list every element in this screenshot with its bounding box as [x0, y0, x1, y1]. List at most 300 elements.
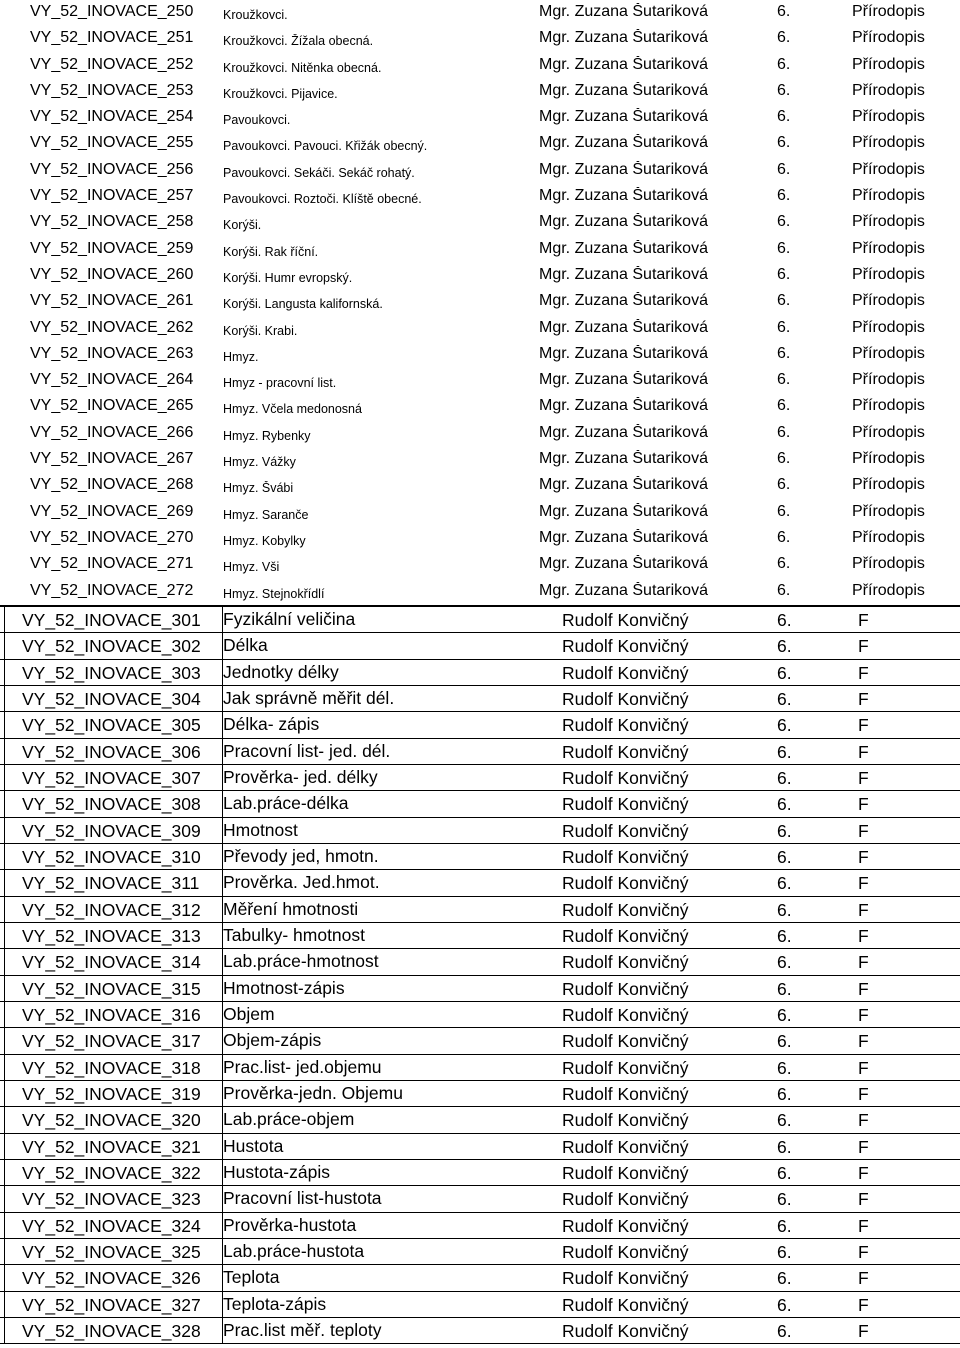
subject-cell: F: [858, 1294, 869, 1315]
author-cell: Mgr. Zuzana Šutariková: [539, 502, 708, 520]
topic-cell: Prac.list- jed.objemu: [223, 1056, 382, 1077]
grade-cell: 6.: [777, 476, 791, 494]
table-row: [0, 53, 960, 79]
subject-cell: Přírodopis: [852, 108, 925, 126]
author-cell: Rudolf Konvičný: [562, 1057, 689, 1078]
table-row: [0, 210, 960, 236]
topic-cell: Prac.list měř. teploty: [223, 1320, 382, 1341]
topic-cell: Teplota: [223, 1267, 280, 1288]
table-row: [0, 1186, 960, 1212]
subject-cell: Přírodopis: [852, 29, 925, 47]
table-row: [0, 870, 960, 896]
topic-cell: Délka: [223, 635, 268, 656]
code-cell: VY_52_INOVACE_252: [30, 55, 194, 73]
code-cell: VY_52_INOVACE_325: [22, 1242, 201, 1263]
code-cell: VY_52_INOVACE_327: [22, 1294, 201, 1315]
author-cell: Rudolf Konvičný: [562, 925, 689, 946]
table-row: [0, 686, 960, 712]
subject-cell: Přírodopis: [852, 371, 925, 389]
table-row: [0, 633, 960, 659]
grade-cell: 6.: [777, 688, 792, 709]
subject-cell: F: [858, 899, 869, 920]
table-row: [0, 500, 960, 526]
topic-cell: Lab.práce-hustota: [223, 1241, 365, 1262]
topic-cell: Pavoukovci. Sekáči. Sekáč rohatý.: [223, 165, 415, 180]
code-cell: VY_52_INOVACE_321: [22, 1136, 201, 1157]
author-cell: Rudolf Konvičný: [562, 873, 689, 894]
subject-cell: F: [858, 609, 869, 630]
topic-cell: Hmyz. Vážky: [223, 455, 296, 470]
subject-cell: F: [858, 636, 869, 657]
subject-cell: Přírodopis: [852, 397, 925, 415]
author-cell: Mgr. Zuzana Šutariková: [539, 160, 708, 178]
author-cell: Rudolf Konvičný: [562, 1268, 689, 1289]
author-cell: Mgr. Zuzana Šutariková: [539, 213, 708, 231]
table-row: [0, 712, 960, 738]
grade-cell: 6.: [777, 820, 792, 841]
grade-cell: 6.: [777, 265, 791, 283]
author-cell: Mgr. Zuzana Šutariková: [539, 318, 708, 336]
grade-cell: 6.: [777, 134, 791, 152]
code-cell: VY_52_INOVACE_319: [22, 1084, 201, 1105]
table-row: [0, 1239, 960, 1265]
author-cell: Rudolf Konvičný: [562, 978, 689, 999]
code-cell: VY_52_INOVACE_308: [22, 794, 201, 815]
topic-cell: Jak správně měřit dél.: [223, 687, 395, 708]
grade-cell: 6.: [777, 239, 791, 257]
subject-cell: Přírodopis: [852, 450, 925, 468]
code-cell: VY_52_INOVACE_301: [22, 609, 201, 630]
table-row: [0, 844, 960, 870]
author-cell: Rudolf Konvičný: [562, 741, 689, 762]
topic-cell: Převody jed, hmotn.: [223, 845, 379, 866]
author-cell: Mgr. Zuzana Šutariková: [539, 292, 708, 310]
author-cell: Rudolf Konvičný: [562, 1294, 689, 1315]
table-row: [0, 105, 960, 131]
grade-cell: 6.: [777, 528, 791, 546]
table-row: [0, 368, 960, 394]
subject-cell: F: [858, 1242, 869, 1263]
grade-cell: 6.: [777, 662, 792, 683]
table-row: [0, 660, 960, 686]
code-cell: VY_52_INOVACE_258: [30, 213, 194, 231]
table-row: [0, 473, 960, 499]
code-cell: VY_52_INOVACE_250: [30, 3, 194, 20]
grade-cell: 6.: [777, 29, 791, 47]
grade-cell: 6.: [777, 767, 792, 788]
grade-cell: 6.: [777, 423, 791, 441]
author-cell: Mgr. Zuzana Šutariková: [539, 55, 708, 73]
topic-cell: Pavoukovci. Roztoči. Klíště obecné.: [223, 192, 422, 207]
table-row: [0, 316, 960, 342]
grade-cell: 6.: [777, 1268, 792, 1289]
author-cell: Mgr. Zuzana Šutariková: [539, 371, 708, 389]
topic-cell: Lab.práce-objem: [223, 1109, 355, 1130]
code-cell: VY_52_INOVACE_316: [22, 1004, 201, 1025]
subject-cell: F: [858, 662, 869, 683]
code-cell: VY_52_INOVACE_303: [22, 662, 201, 683]
subject-cell: F: [858, 820, 869, 841]
grade-cell: 6.: [777, 292, 791, 310]
topic-cell: Délka- zápis: [223, 714, 320, 735]
grade-cell: 6.: [777, 1110, 792, 1131]
author-cell: Rudolf Konvičný: [562, 609, 689, 630]
grade-cell: 6.: [777, 397, 791, 415]
grade-cell: 6.: [777, 187, 791, 205]
table-row: [0, 1081, 960, 1107]
code-cell: VY_52_INOVACE_328: [22, 1321, 201, 1342]
code-cell: VY_52_INOVACE_309: [22, 820, 201, 841]
table-row: [0, 79, 960, 105]
code-cell: VY_52_INOVACE_251: [30, 29, 194, 47]
subject-cell: Přírodopis: [852, 55, 925, 73]
table-row: [0, 949, 960, 975]
subject-cell: Přírodopis: [852, 265, 925, 283]
grade-cell: 6.: [777, 81, 791, 99]
author-cell: Mgr. Zuzana Šutariková: [539, 29, 708, 47]
topic-cell: Korýši. Langusta kalifornská.: [223, 297, 383, 312]
code-cell: VY_52_INOVACE_272: [30, 581, 194, 599]
grade-cell: 6.: [777, 1242, 792, 1263]
table-row: [0, 1028, 960, 1054]
author-cell: Rudolf Konvičný: [562, 1084, 689, 1105]
table-row: [0, 237, 960, 263]
subject-cell: Přírodopis: [852, 476, 925, 494]
subject-cell: F: [858, 1136, 869, 1157]
author-cell: Mgr. Zuzana Šutariková: [539, 239, 708, 257]
subject-cell: F: [858, 715, 869, 736]
topic-cell: Fyzikální veličina: [223, 608, 356, 629]
subject-cell: F: [858, 1084, 869, 1105]
table-row: [0, 607, 960, 633]
topic-cell: Pracovní list-hustota: [223, 1188, 382, 1209]
table-row: [0, 263, 960, 289]
author-cell: Mgr. Zuzana Šutariková: [539, 134, 708, 152]
subject-cell: F: [858, 925, 869, 946]
code-cell: VY_52_INOVACE_313: [22, 925, 201, 946]
grade-cell: 6.: [777, 1189, 792, 1210]
code-cell: VY_52_INOVACE_255: [30, 134, 194, 152]
code-cell: VY_52_INOVACE_261: [30, 292, 194, 310]
topic-cell: Korýši.: [223, 218, 262, 233]
topic-cell: Hmyz. Sarančе: [223, 507, 309, 522]
author-cell: Rudolf Konvičný: [562, 1242, 689, 1263]
grade-cell: 6.: [777, 1294, 792, 1315]
table-row: [0, 1002, 960, 1028]
grade-cell: 6.: [777, 1084, 792, 1105]
subject-cell: Přírodopis: [852, 187, 925, 205]
table-row: [0, 976, 960, 1002]
code-cell: VY_52_INOVACE_262: [30, 318, 194, 336]
grade-cell: 6.: [777, 3, 791, 20]
grade-cell: 6.: [777, 636, 792, 657]
topic-cell: Hmyz. Včela medonosná: [223, 402, 362, 417]
topic-cell: Korýši. Rak říční.: [223, 244, 319, 259]
grade-cell: 6.: [777, 108, 791, 126]
code-cell: VY_52_INOVACE_270: [30, 528, 194, 546]
table-row: [0, 289, 960, 315]
subject-cell: Přírodopis: [852, 581, 925, 599]
code-cell: VY_52_INOVACE_257: [30, 187, 194, 205]
subject-cell: F: [858, 1110, 869, 1131]
author-cell: Rudolf Konvičný: [562, 688, 689, 709]
topic-cell: Hustota-zápis: [223, 1162, 330, 1183]
author-cell: Mgr. Zuzana Šutariková: [539, 581, 708, 599]
grade-cell: 6.: [777, 873, 792, 894]
subject-cell: F: [858, 1004, 869, 1025]
table-row: [0, 158, 960, 184]
author-cell: Rudolf Konvičný: [562, 1215, 689, 1236]
table-row: [0, 421, 960, 447]
subject-cell: Přírodopis: [852, 502, 925, 520]
author-cell: Rudolf Konvičný: [562, 1321, 689, 1342]
grade-cell: 6.: [777, 794, 792, 815]
subject-cell: F: [858, 1268, 869, 1289]
topic-cell: Hmyz. Rybenky: [223, 428, 311, 443]
code-cell: VY_52_INOVACE_259: [30, 239, 194, 257]
code-cell: VY_52_INOVACE_320: [22, 1110, 201, 1131]
subject-cell: Přírodopis: [852, 239, 925, 257]
table-row: [0, 131, 960, 157]
author-cell: Rudolf Konvičný: [562, 715, 689, 736]
author-cell: Mgr. Zuzana Šutariková: [539, 108, 708, 126]
grade-cell: 6.: [777, 1136, 792, 1157]
author-cell: Rudolf Konvičný: [562, 899, 689, 920]
topic-cell: Lab.práce-délka: [223, 793, 349, 814]
table-row: [0, 897, 960, 923]
table-row: [0, 818, 960, 844]
code-cell: VY_52_INOVACE_317: [22, 1031, 201, 1052]
topic-cell: Kroužkovci. Pijavice.: [223, 86, 338, 101]
code-cell: VY_52_INOVACE_268: [30, 476, 194, 494]
author-cell: Rudolf Konvičný: [562, 662, 689, 683]
grade-cell: 6.: [777, 318, 791, 336]
code-cell: VY_52_INOVACE_256: [30, 160, 194, 178]
author-cell: Rudolf Konvičný: [562, 1031, 689, 1052]
topic-cell: Lab.práce-hmotnost: [223, 951, 379, 972]
code-cell: VY_52_INOVACE_260: [30, 265, 194, 283]
table-row: [0, 0, 960, 26]
code-cell: VY_52_INOVACE_307: [22, 767, 201, 788]
grade-cell: 6.: [777, 555, 791, 573]
grade-cell: 6.: [777, 1215, 792, 1236]
topic-cell: Hmyz.: [223, 349, 259, 364]
grade-cell: 6.: [777, 952, 792, 973]
topic-cell: Měření hmotnosti: [223, 898, 359, 919]
topic-cell: Prověrka- jed. délky: [223, 766, 378, 787]
grade-cell: 6.: [777, 925, 792, 946]
grade-cell: 6.: [777, 741, 792, 762]
subject-cell: Přírodopis: [852, 213, 925, 231]
topic-cell: Teplota-zápis: [223, 1293, 327, 1314]
subject-cell: F: [858, 952, 869, 973]
author-cell: Mgr. Zuzana Šutariková: [539, 3, 708, 20]
subject-cell: F: [858, 767, 869, 788]
author-cell: Mgr. Zuzana Šutariková: [539, 528, 708, 546]
table-row: [0, 791, 960, 817]
subject-cell: Přírodopis: [852, 81, 925, 99]
topic-cell: Objem-zápis: [223, 1030, 322, 1051]
author-cell: Mgr. Zuzana Šutariková: [539, 423, 708, 441]
code-cell: VY_52_INOVACE_304: [22, 688, 201, 709]
author-cell: Mgr. Zuzana Šutariková: [539, 265, 708, 283]
author-cell: Mgr. Zuzana Šutariková: [539, 397, 708, 415]
author-cell: Rudolf Konvičný: [562, 794, 689, 815]
table-block-fyzika: [0, 605, 960, 1345]
table-row: [0, 342, 960, 368]
table-row: [0, 923, 960, 949]
subject-cell: F: [858, 873, 869, 894]
table-row: [0, 26, 960, 52]
code-cell: VY_52_INOVACE_311: [22, 873, 200, 894]
code-cell: VY_52_INOVACE_326: [22, 1268, 201, 1289]
code-cell: VY_52_INOVACE_269: [30, 502, 194, 520]
topic-cell: Pavoukovci.: [223, 113, 291, 128]
table-row: [0, 184, 960, 210]
topic-cell: Kroužkovci. Nitěnka obecná.: [223, 60, 382, 75]
topic-cell: Prověrka. Jed.hmot.: [223, 872, 380, 893]
author-cell: Rudolf Konvičný: [562, 1189, 689, 1210]
grade-cell: 6.: [777, 1163, 792, 1184]
subject-cell: Přírodopis: [852, 292, 925, 310]
table-block-prirodopis: [0, 0, 960, 605]
topic-cell: Tabulky- hmotnost: [223, 924, 366, 945]
table-row: [0, 1107, 960, 1133]
table-row: [0, 1265, 960, 1291]
author-cell: Rudolf Konvičný: [562, 952, 689, 973]
topic-cell: Kroužkovci. Žížala obecná.: [223, 34, 374, 49]
topic-cell: Pavoukovci. Pavouci. Křižák obecný.: [223, 139, 428, 154]
topic-cell: Kroužkovci.: [223, 8, 288, 22]
topic-cell: Hmyz. Vši: [223, 560, 280, 575]
topic-cell: Prověrka-jedn. Objemu: [223, 1083, 403, 1104]
grade-cell: 6.: [777, 160, 791, 178]
topic-cell: Objem: [223, 1003, 275, 1024]
topic-cell: Hmyz. Kobylky: [223, 533, 306, 548]
code-cell: VY_52_INOVACE_310: [22, 846, 201, 867]
topic-cell: Jednotky délky: [223, 661, 339, 682]
table-row: [0, 579, 960, 605]
subject-cell: F: [858, 1321, 869, 1342]
code-cell: VY_52_INOVACE_267: [30, 450, 194, 468]
subject-cell: Přírodopis: [852, 528, 925, 546]
subject-cell: Přírodopis: [852, 344, 925, 362]
author-cell: Rudolf Konvičný: [562, 846, 689, 867]
code-cell: VY_52_INOVACE_265: [30, 397, 194, 415]
subject-cell: F: [858, 1189, 869, 1210]
grade-cell: 6.: [777, 502, 791, 520]
subject-cell: F: [858, 1215, 869, 1236]
grade-cell: 6.: [777, 581, 791, 599]
grade-cell: 6.: [777, 450, 791, 468]
author-cell: Rudolf Konvičný: [562, 1110, 689, 1131]
table-row: [0, 1213, 960, 1239]
author-cell: Mgr. Zuzana Šutariková: [539, 450, 708, 468]
grade-cell: 6.: [777, 1057, 792, 1078]
code-cell: VY_52_INOVACE_253: [30, 81, 194, 99]
subject-cell: F: [858, 741, 869, 762]
code-cell: VY_52_INOVACE_305: [22, 715, 201, 736]
subject-cell: F: [858, 1057, 869, 1078]
grade-cell: 6.: [777, 1321, 792, 1342]
topic-cell: Hustota: [223, 1135, 284, 1156]
grade-cell: 6.: [777, 213, 791, 231]
grade-cell: 6.: [777, 371, 791, 389]
subject-cell: F: [858, 688, 869, 709]
code-cell: VY_52_INOVACE_315: [22, 978, 201, 999]
topic-cell: Hmyz. Stejnokřídlí: [223, 586, 325, 601]
table-row: [0, 526, 960, 552]
code-cell: VY_52_INOVACE_271: [30, 555, 194, 573]
grade-cell: 6.: [777, 899, 792, 920]
grade-cell: 6.: [777, 978, 792, 999]
subject-cell: Přírodopis: [852, 3, 925, 20]
table-row: [0, 1160, 960, 1186]
code-cell: VY_52_INOVACE_314: [22, 952, 201, 973]
code-cell: VY_52_INOVACE_254: [30, 108, 194, 126]
code-cell: VY_52_INOVACE_263: [30, 344, 194, 362]
grade-cell: 6.: [777, 609, 792, 630]
grade-cell: 6.: [777, 1004, 792, 1025]
table-row: [0, 1055, 960, 1081]
table-row: [0, 394, 960, 420]
code-cell: VY_52_INOVACE_323: [22, 1189, 201, 1210]
author-cell: Mgr. Zuzana Šutariková: [539, 344, 708, 362]
code-cell: VY_52_INOVACE_322: [22, 1163, 201, 1184]
topic-cell: Korýši. Humr evropský.: [223, 270, 353, 285]
grade-cell: 6.: [777, 55, 791, 73]
table-row: [0, 1292, 960, 1318]
author-cell: Rudolf Konvičný: [562, 820, 689, 841]
grade-cell: 6.: [777, 1031, 792, 1052]
table-row: [0, 447, 960, 473]
author-cell: Rudolf Konvičný: [562, 1163, 689, 1184]
topic-cell: Hmotnost: [223, 819, 298, 840]
code-cell: VY_52_INOVACE_312: [22, 899, 201, 920]
code-cell: VY_52_INOVACE_306: [22, 741, 201, 762]
subject-cell: Přírodopis: [852, 160, 925, 178]
topic-cell: Hmyz - pracovní list.: [223, 376, 337, 391]
subject-cell: Přírodopis: [852, 134, 925, 152]
author-cell: Rudolf Konvičný: [562, 1004, 689, 1025]
subject-cell: F: [858, 794, 869, 815]
subject-cell: F: [858, 978, 869, 999]
table-row: [0, 1318, 960, 1344]
subject-cell: F: [858, 846, 869, 867]
table-row: [0, 739, 960, 765]
author-cell: Rudolf Konvičný: [562, 636, 689, 657]
code-cell: VY_52_INOVACE_266: [30, 423, 194, 441]
topic-cell: Pracovní list- jed. dél.: [223, 740, 391, 761]
table-row: [0, 765, 960, 791]
topic-cell: Hmyz. Švábi: [223, 481, 294, 496]
subject-cell: F: [858, 1031, 869, 1052]
author-cell: Rudolf Konvičný: [562, 1136, 689, 1157]
topic-cell: Prověrka-hustota: [223, 1214, 357, 1235]
subject-cell: F: [858, 1163, 869, 1184]
code-cell: VY_52_INOVACE_318: [22, 1057, 201, 1078]
code-cell: VY_52_INOVACE_324: [22, 1215, 201, 1236]
table-row: [0, 552, 960, 578]
grade-cell: 6.: [777, 846, 792, 867]
code-cell: VY_52_INOVACE_264: [30, 371, 194, 389]
author-cell: Rudolf Konvičný: [562, 767, 689, 788]
subject-cell: Přírodopis: [852, 423, 925, 441]
subject-cell: Přírodopis: [852, 318, 925, 336]
grade-cell: 6.: [777, 715, 792, 736]
topic-cell: Hmotnost-zápis: [223, 977, 345, 998]
code-cell: VY_52_INOVACE_302: [22, 636, 201, 657]
